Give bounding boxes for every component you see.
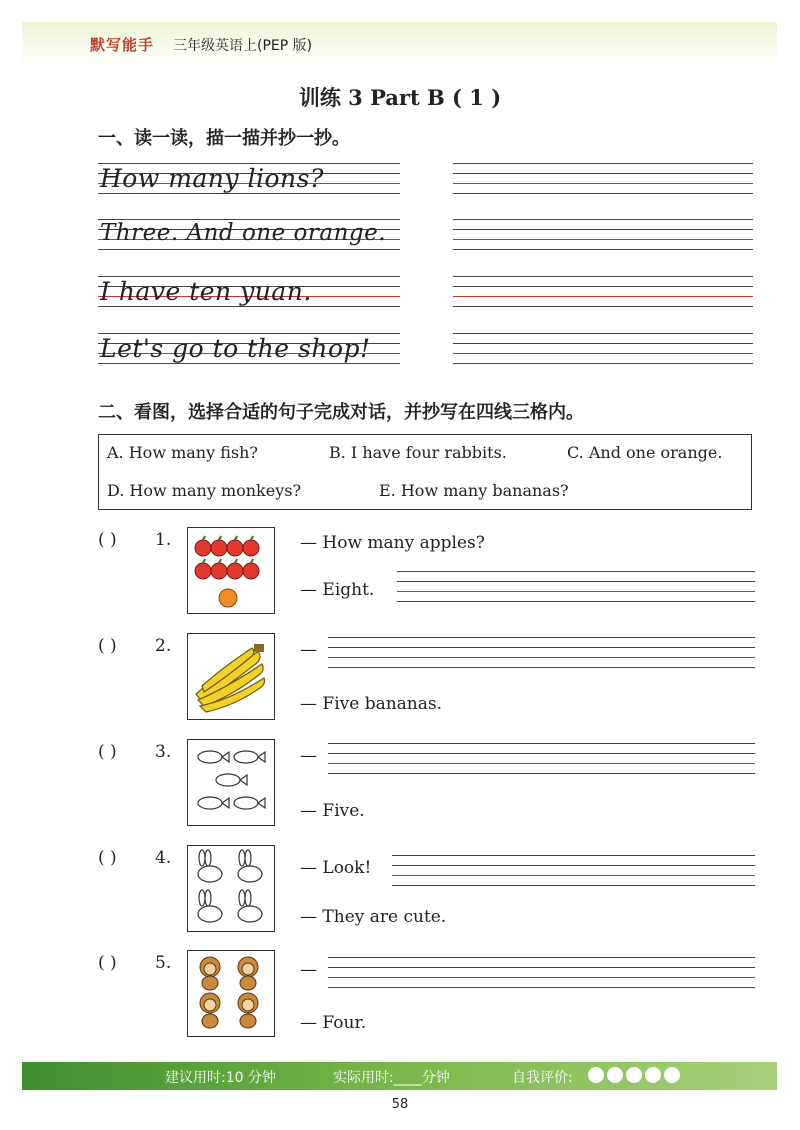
trace-sentence-1: How many lions?: [100, 164, 324, 193]
question-number-2: 2.: [155, 636, 172, 656]
answer-blank-3[interactable]: ( ): [98, 742, 117, 762]
brand-logo: 默写能手: [90, 36, 155, 54]
answer-blank-1[interactable]: ( ): [98, 530, 117, 550]
dialogue-4-line2: — They are cute.: [300, 907, 447, 927]
star-icon[interactable]: [645, 1067, 661, 1083]
trace-sentence-4: Let's go to the shop!: [100, 334, 371, 363]
dialogue-1-line1: — How many apples?: [300, 533, 485, 553]
rabbits-picture: [187, 845, 275, 932]
answer-blank-5[interactable]: ( ): [98, 953, 117, 973]
question-number-4: 4.: [155, 848, 172, 868]
trace-sentence-3: I have ten yuan.: [100, 277, 312, 306]
book-subtitle: 三年级英语上(PEP 版): [173, 38, 313, 54]
star-icon[interactable]: [626, 1067, 642, 1083]
dialogue-2-line1: —: [300, 640, 317, 660]
dialogue-4-line1: — Look!: [300, 858, 372, 878]
fish-picture: [187, 739, 275, 826]
answer-blank-2[interactable]: ( ): [98, 636, 117, 656]
dialogue-3-line2: — Five.: [300, 801, 365, 821]
suggested-time: 建议用时:10 分钟: [165, 1070, 276, 1086]
lesson-title: 训练 3 Part B ( 1 ): [298, 85, 502, 110]
option-b: B. I have four rabbits.: [329, 443, 507, 462]
dialogue-5-line2: — Four.: [300, 1013, 367, 1033]
dialogue-2-line2: — Five bananas.: [300, 694, 443, 714]
bananas-picture: [187, 633, 275, 720]
self-evaluation-label: 自我评价:: [512, 1070, 573, 1086]
star-icon[interactable]: [664, 1067, 680, 1083]
rating-stars[interactable]: [585, 1067, 680, 1083]
page-number: 58: [391, 1097, 409, 1112]
option-d: D. How many monkeys?: [107, 481, 302, 500]
question-number-3: 3.: [155, 742, 172, 762]
option-a: A. How many fish?: [107, 443, 258, 462]
apples-orange-picture: [187, 527, 275, 614]
actual-time: 实际用时:____分钟: [333, 1070, 450, 1086]
dialogue-1-line2: — Eight.: [300, 580, 375, 600]
answer-blank-4[interactable]: ( ): [98, 848, 117, 868]
options-box: [98, 434, 752, 510]
monkeys-picture: [187, 950, 275, 1037]
question-number-1: 1.: [155, 530, 172, 550]
star-icon[interactable]: [607, 1067, 623, 1083]
star-icon[interactable]: [588, 1067, 604, 1083]
option-e: E. How many bananas?: [379, 481, 569, 500]
option-c: C. And one orange.: [567, 443, 723, 462]
section1-title: 一、读一读，描一描并抄一抄。: [98, 128, 350, 149]
dialogue-5-line1: —: [300, 960, 317, 980]
section2-title: 二、看图，选择合适的句子完成对话，并抄写在四线三格内。: [98, 402, 584, 423]
dialogue-3-line1: —: [300, 746, 317, 766]
question-number-5: 5.: [155, 953, 172, 973]
trace-sentence-2: Three. And one orange.: [100, 220, 387, 246]
